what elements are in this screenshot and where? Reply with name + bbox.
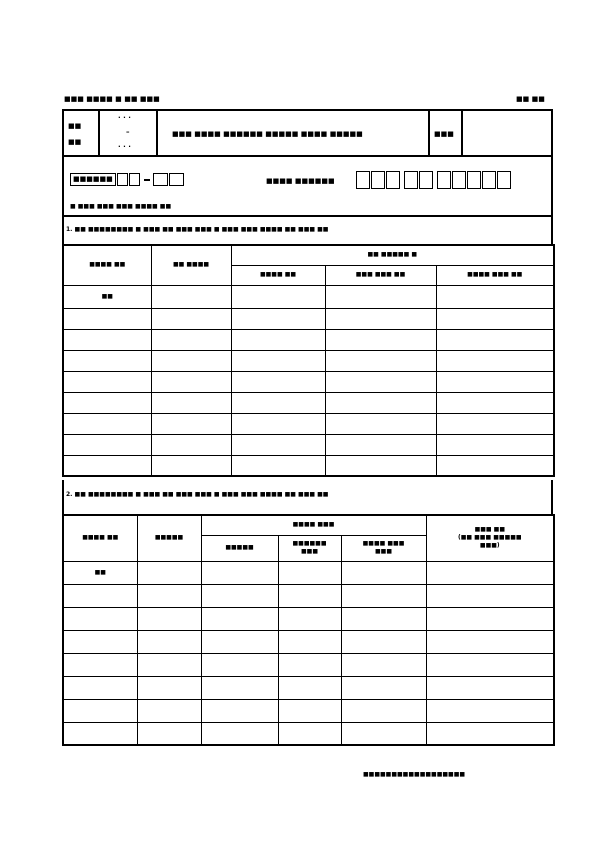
table-cell[interactable] bbox=[278, 722, 341, 745]
table-cell[interactable] bbox=[151, 285, 231, 308]
table-cell[interactable] bbox=[341, 653, 426, 676]
table-cell[interactable] bbox=[151, 350, 231, 371]
s2-col-sub2 bbox=[278, 535, 341, 561]
table-cell[interactable] bbox=[231, 350, 325, 371]
table-cell[interactable] bbox=[151, 371, 231, 392]
table-cell[interactable] bbox=[278, 630, 341, 653]
table-cell[interactable] bbox=[137, 653, 201, 676]
s1-row-first-label: ■■ bbox=[63, 285, 151, 308]
table-cell[interactable] bbox=[63, 607, 137, 630]
s2-col-person: ■■■■ ■■ bbox=[63, 515, 137, 561]
deadline-label: ■■■ bbox=[434, 130, 454, 138]
reg-label: ■■■■ ■■■■■■ bbox=[266, 177, 335, 185]
s2-col-sub3b: ■■■ bbox=[375, 548, 393, 555]
table-cell[interactable] bbox=[341, 699, 426, 722]
table-cell[interactable] bbox=[137, 561, 201, 584]
table-cell[interactable] bbox=[325, 413, 436, 434]
table-cell[interactable] bbox=[63, 630, 137, 653]
s1-col-sub1: ■■■■ ■■ bbox=[231, 265, 325, 285]
s2-col-last-b: (■■ ■■■ ■■■■■ bbox=[457, 534, 522, 542]
table-cell[interactable] bbox=[231, 392, 325, 413]
footer-note: ■■■■■■■■■■■■■■■■■■ bbox=[363, 771, 466, 778]
table-cell[interactable] bbox=[426, 561, 554, 584]
approval-row bbox=[62, 109, 553, 157]
table-cell[interactable] bbox=[426, 722, 554, 745]
s2-col-group: ■■■■ ■■■ bbox=[201, 515, 426, 535]
s1-col-sub2: ■■■ ■■■ ■■ bbox=[325, 265, 436, 285]
table-cell[interactable] bbox=[63, 676, 137, 699]
s2-col-type: ■■■■■ bbox=[137, 515, 201, 561]
table-cell[interactable] bbox=[436, 434, 554, 455]
s2-col-last bbox=[426, 515, 554, 561]
table-cell[interactable] bbox=[151, 434, 231, 455]
entity-row bbox=[62, 157, 553, 217]
table-cell[interactable] bbox=[325, 285, 436, 308]
table-cell[interactable] bbox=[201, 561, 278, 584]
table-cell[interactable] bbox=[341, 630, 426, 653]
table-cell[interactable] bbox=[325, 434, 436, 455]
table-cell[interactable] bbox=[151, 455, 231, 476]
table-cell[interactable] bbox=[231, 329, 325, 350]
table-cell[interactable] bbox=[151, 308, 231, 329]
form-title: ■■■ ■■■■ ■■■■■■ ■■■■■ ■■■■ ■■■■■ bbox=[172, 130, 363, 138]
table-cell[interactable] bbox=[278, 607, 341, 630]
table-cell[interactable] bbox=[341, 584, 426, 607]
s1-col-group: ■■ ■■■■■ ■ bbox=[231, 245, 554, 265]
approval-mark-top: · · · bbox=[118, 114, 131, 122]
s1-col-type: ■■ ■■■■ bbox=[151, 245, 231, 285]
table-cell[interactable] bbox=[278, 699, 341, 722]
table-cell[interactable] bbox=[231, 308, 325, 329]
table-cell[interactable] bbox=[325, 371, 436, 392]
section2-title: 2. ■■ ■■■■■■■■ ■ ■■■ ■■ ■■■ ■■■ ■ ■■■ ■■■ ■■■■ ■■ ■■■ ■■ bbox=[66, 491, 329, 498]
page-number: ■■ ■■ bbox=[516, 95, 545, 103]
table-cell[interactable] bbox=[63, 413, 151, 434]
table-cell[interactable] bbox=[341, 561, 426, 584]
table-cell[interactable] bbox=[436, 285, 554, 308]
approval-label-2: ■■ bbox=[68, 138, 82, 146]
table-cell[interactable] bbox=[201, 722, 278, 745]
table-cell[interactable] bbox=[137, 722, 201, 745]
table-cell[interactable] bbox=[151, 329, 231, 350]
table-cell[interactable] bbox=[325, 392, 436, 413]
table-cell[interactable] bbox=[63, 699, 137, 722]
table-cell[interactable] bbox=[63, 329, 151, 350]
section1-table bbox=[62, 244, 555, 477]
table-cell[interactable] bbox=[231, 413, 325, 434]
table-cell[interactable] bbox=[436, 392, 554, 413]
table-cell[interactable] bbox=[231, 371, 325, 392]
table-cell[interactable] bbox=[63, 455, 151, 476]
table-cell[interactable] bbox=[63, 392, 151, 413]
reg-number-boxes[interactable] bbox=[356, 171, 512, 189]
table-cell[interactable] bbox=[341, 607, 426, 630]
entity-note: ■ ■■■ ■■■ ■■■ ■■■■ ■■ bbox=[70, 203, 172, 210]
table-cell[interactable] bbox=[201, 653, 278, 676]
s1-col-person: ■■■■ ■■ bbox=[63, 245, 151, 285]
s2-row-first-label: ■■ bbox=[63, 561, 137, 584]
table-cell[interactable] bbox=[63, 308, 151, 329]
table-cell[interactable] bbox=[137, 676, 201, 699]
table-cell[interactable] bbox=[201, 607, 278, 630]
table-cell[interactable] bbox=[63, 371, 151, 392]
approval-mark-mid: – bbox=[126, 128, 130, 136]
table-cell[interactable] bbox=[436, 371, 554, 392]
table-cell[interactable] bbox=[63, 722, 137, 745]
table-cell[interactable] bbox=[151, 413, 231, 434]
table-cell[interactable] bbox=[341, 676, 426, 699]
table-cell[interactable] bbox=[137, 699, 201, 722]
table-cell[interactable] bbox=[426, 607, 554, 630]
table-cell[interactable] bbox=[436, 413, 554, 434]
section2-title-row bbox=[62, 480, 553, 515]
section2-table bbox=[62, 514, 555, 746]
table-cell[interactable] bbox=[201, 699, 278, 722]
table-cell[interactable] bbox=[325, 308, 436, 329]
table-cell[interactable] bbox=[325, 455, 436, 476]
approval-mark-bot: · · · bbox=[118, 143, 131, 151]
table-cell[interactable] bbox=[436, 455, 554, 476]
table-cell[interactable] bbox=[231, 285, 325, 308]
entity-code-box[interactable] bbox=[70, 173, 185, 186]
table-cell[interactable] bbox=[151, 392, 231, 413]
s2-col-sub1: ■■■■■ bbox=[201, 535, 278, 561]
table-cell[interactable] bbox=[278, 561, 341, 584]
s2-col-sub3 bbox=[341, 535, 426, 561]
s1-col-sub3: ■■■■ ■■■ ■■ bbox=[436, 265, 554, 285]
table-cell[interactable] bbox=[137, 584, 201, 607]
approval-label-1: ■■ bbox=[68, 122, 82, 130]
table-cell[interactable] bbox=[426, 653, 554, 676]
table-cell[interactable] bbox=[63, 653, 137, 676]
table-cell[interactable] bbox=[231, 434, 325, 455]
table-cell[interactable] bbox=[436, 350, 554, 371]
s2-col-sub2b: ■■■ bbox=[300, 548, 318, 555]
table-cell[interactable] bbox=[201, 630, 278, 653]
table-cell[interactable] bbox=[325, 329, 436, 350]
table-cell[interactable] bbox=[201, 584, 278, 607]
table-cell[interactable] bbox=[426, 584, 554, 607]
table-cell[interactable] bbox=[63, 350, 151, 371]
table-cell[interactable] bbox=[278, 584, 341, 607]
s2-col-last-a: ■■■ ■■ bbox=[474, 526, 505, 534]
section1-title: 1. ■■ ■■■■■■■■ ■ ■■■ ■■ ■■■ ■■■ ■ ■■■ ■■■ ■■■■ ■■ ■■■ ■■ bbox=[66, 226, 329, 233]
s2-col-last-c: ■■■) bbox=[479, 542, 500, 550]
table-cell[interactable] bbox=[278, 653, 341, 676]
table-cell[interactable] bbox=[137, 607, 201, 630]
table-cell[interactable] bbox=[436, 308, 554, 329]
table-cell[interactable] bbox=[426, 699, 554, 722]
table-cell[interactable] bbox=[341, 722, 426, 745]
table-cell[interactable] bbox=[426, 630, 554, 653]
entity-code-label: ■■■■■■ bbox=[70, 173, 116, 186]
table-cell[interactable] bbox=[63, 584, 137, 607]
form-number: ■■■ ■■■■ ■ ■■ ■■■ bbox=[64, 95, 160, 103]
table-cell[interactable] bbox=[325, 350, 436, 371]
table-cell[interactable] bbox=[137, 630, 201, 653]
table-cell[interactable] bbox=[426, 676, 554, 699]
table-cell[interactable] bbox=[436, 329, 554, 350]
table-cell[interactable] bbox=[231, 455, 325, 476]
table-cell[interactable] bbox=[201, 676, 278, 699]
s2-col-sub2a: ■■■■■■ bbox=[292, 540, 327, 547]
table-cell[interactable] bbox=[63, 434, 151, 455]
section1-title-row bbox=[62, 217, 553, 245]
table-cell[interactable] bbox=[278, 676, 341, 699]
s2-col-sub3a: ■■■■ ■■■ bbox=[362, 540, 405, 547]
